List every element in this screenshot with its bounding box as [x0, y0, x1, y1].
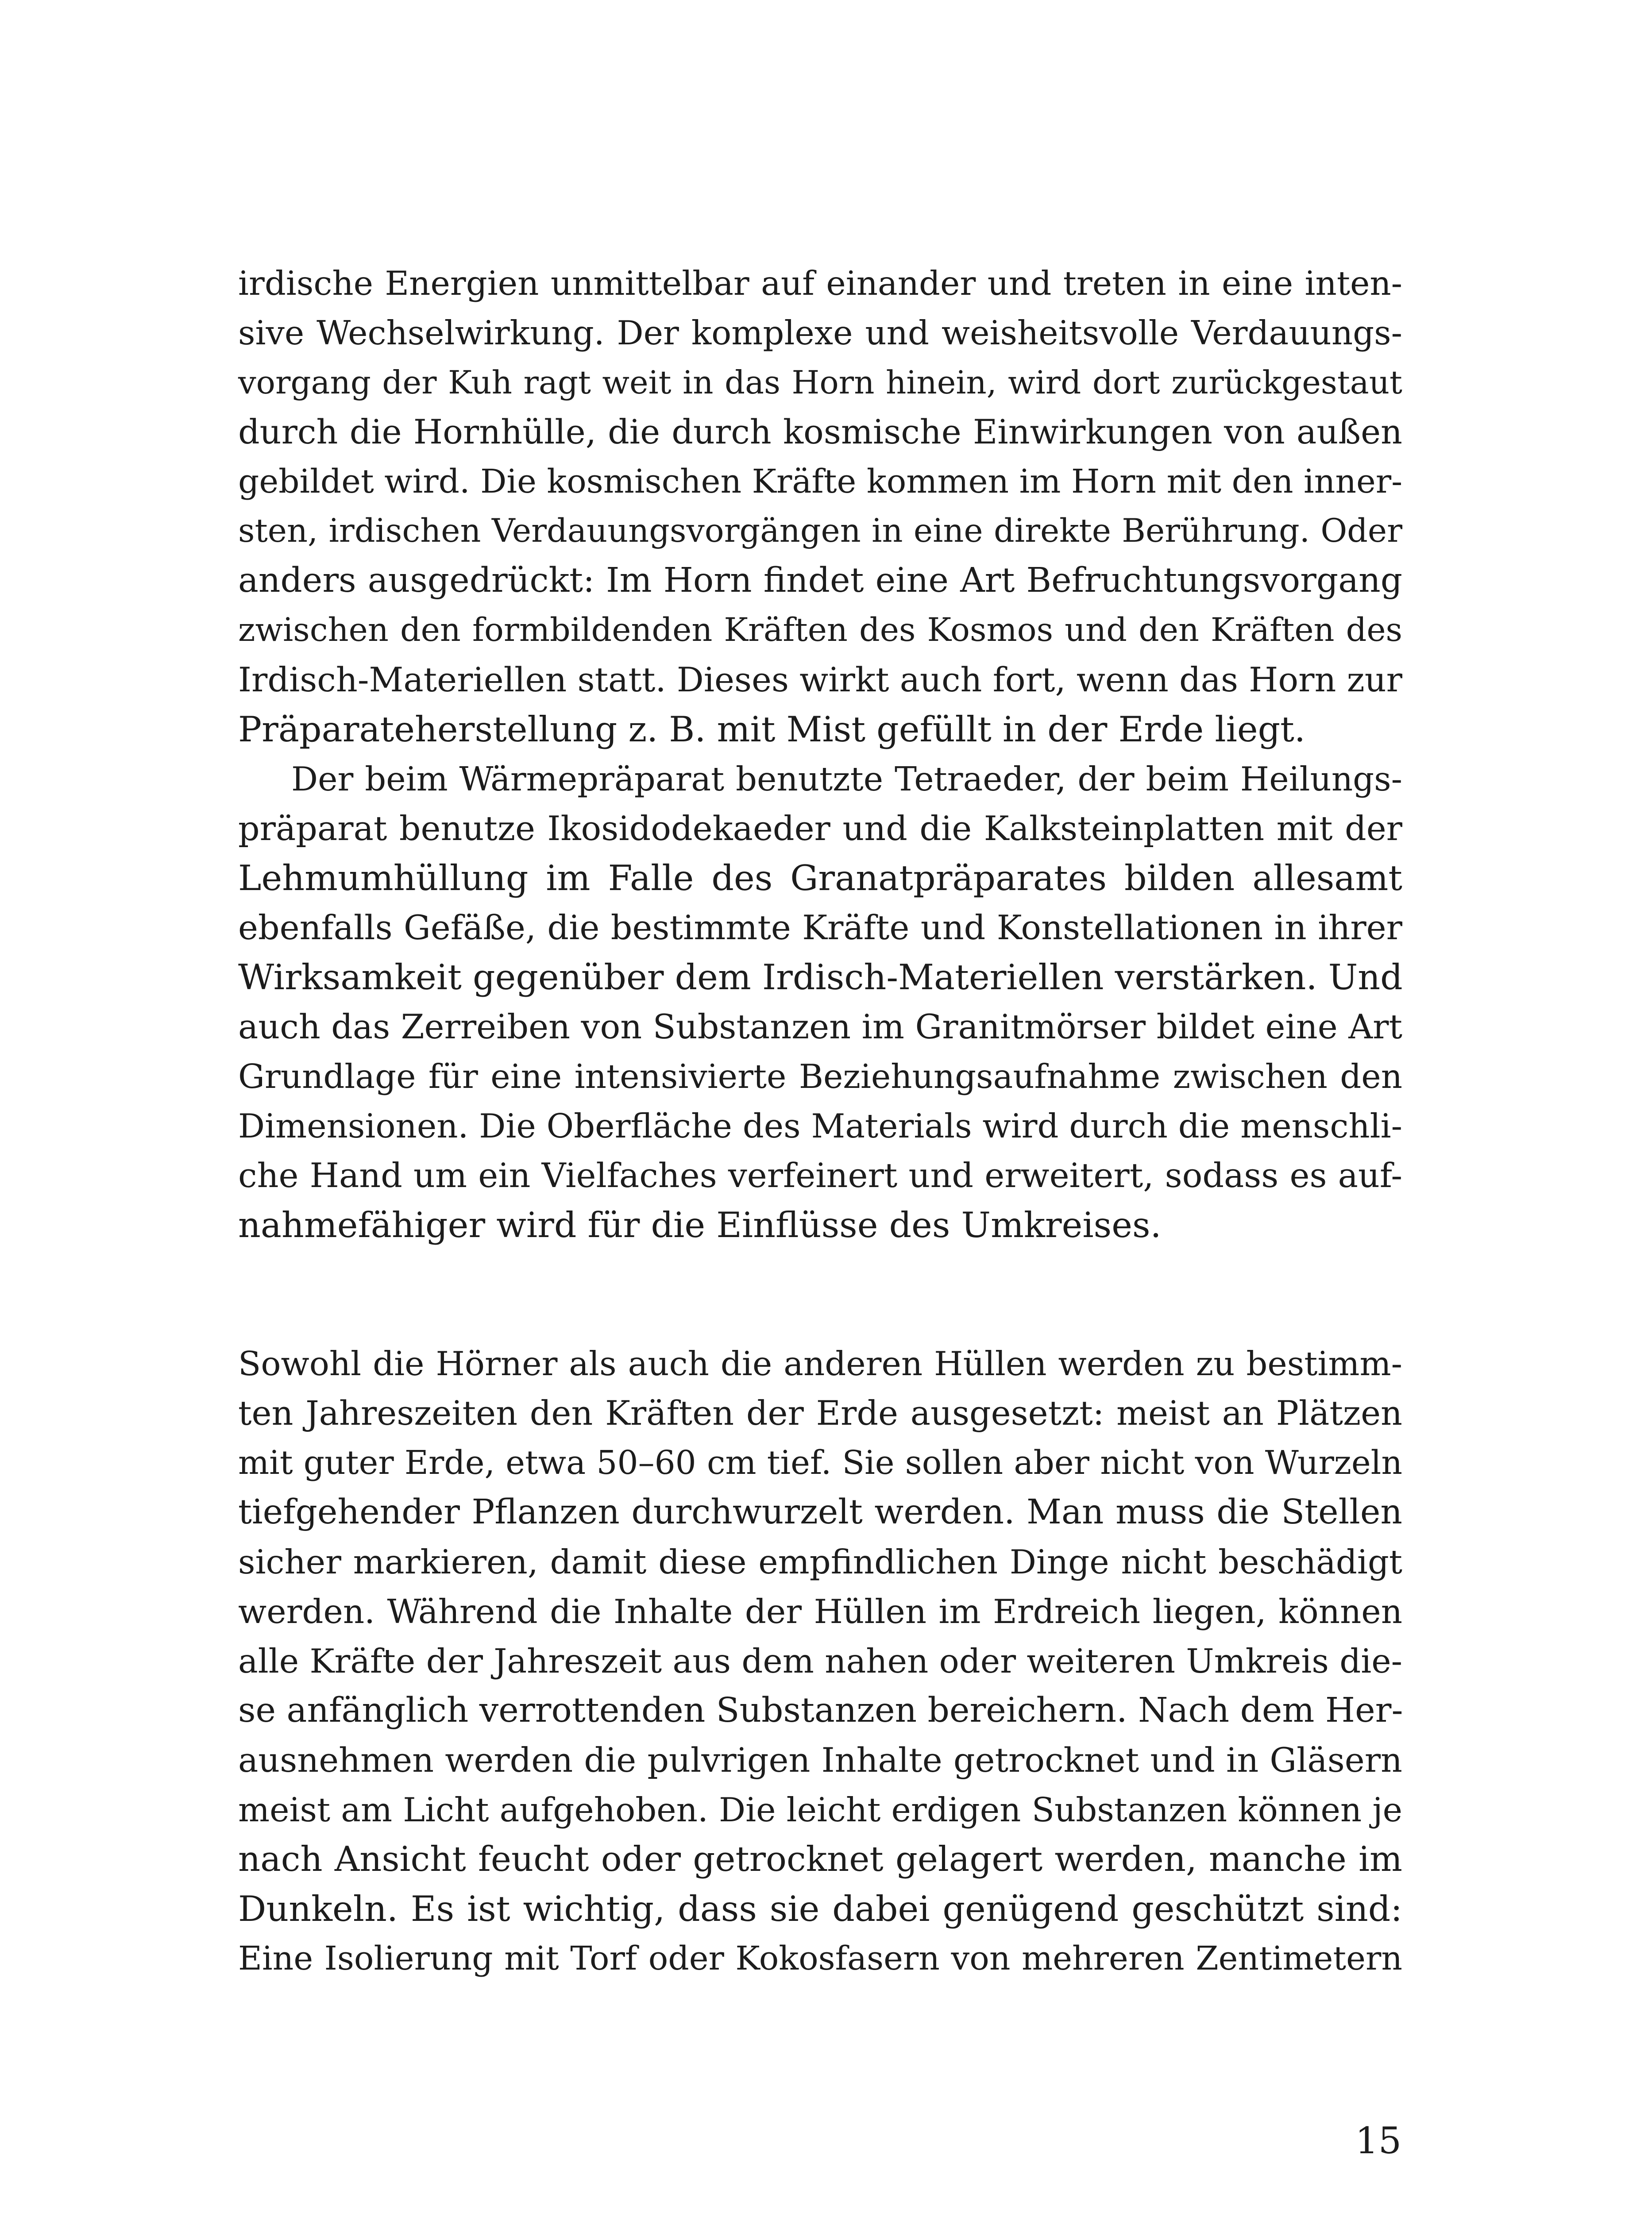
text-line: Der beim Wärmepräparat benutzte Tetraeder, der beim Heilungs- — [291, 760, 1402, 798]
text-line: Präparateherstellung z. B. mit Mist gefüllt in der Erde liegt. — [238, 709, 1306, 750]
page-number: 15 — [1355, 2120, 1401, 2162]
text-line: Eine Isolierung mit Torf oder Kokosfasern von mehreren Zentimetern — [238, 1939, 1402, 1978]
text-line: sten, irdischen Verdauungsvorgängen in eine direkte Berührung. Oder — [238, 512, 1402, 550]
text-line: Dunkeln. Es ist wichtig, dass sie dabei genügend geschützt sind: — [238, 1889, 1402, 1929]
text-line: che Hand um ein Vielfaches verfeinert und erweitert, sodass es auf- — [238, 1156, 1402, 1195]
text-line: meist am Licht aufgehoben. Die leicht erdigen Substanzen können je — [238, 1790, 1402, 1829]
text-line: ten Jahreszeiten den Kräften der Erde ausgesetzt: meist an Plätzen — [238, 1393, 1402, 1433]
text-line: präparat benutze Ikosidodekaeder und die Kalksteinplatten mit der — [238, 809, 1402, 848]
text-line: zwischen den formbildenden Kräften des Kosmos und den Kräften des — [238, 611, 1402, 649]
text-line: nach Ansicht feucht oder getrocknet gelagert werden, manche im — [238, 1839, 1402, 1879]
text-line: auch das Zerreiben von Substanzen im Granitmörser bildet eine Art — [238, 1007, 1402, 1046]
text-line: alle Kräfte der Jahreszeit aus dem nahen oder weiteren Umkreis die- — [238, 1642, 1402, 1681]
text-line: Sowohl die Hörner als auch die anderen Hüllen werden zu bestimm- — [238, 1344, 1402, 1383]
text-line: mit guter Erde, etwa 50–60 cm tief. Sie sollen aber nicht von Wurzeln — [238, 1444, 1402, 1482]
text-line: ausnehmen werden die pulvrigen Inhalte getrocknet und in Gläsern — [238, 1740, 1402, 1780]
text-line: sive Wechselwirkung. Der komplexe und weisheitsvolle Verdauungs- — [238, 313, 1402, 352]
text-line: gebildet wird. Die kosmischen Kräfte kommen im Horn mit den inner- — [238, 463, 1403, 501]
text-line: vorgang der Kuh ragt weit in das Horn hinein, wird dort zurückgestaut — [238, 364, 1402, 401]
text-line: Dimensionen. Die Oberfläche des Materials wird durch die menschli- — [238, 1106, 1402, 1145]
text-line: Wirksamkeit gegenüber dem Irdisch-Materiellen verstärken. Und — [238, 957, 1403, 998]
text-line: sicher markieren, damit diese empfindlichen Dinge nicht beschädigt — [238, 1542, 1402, 1581]
paragraph-1 — [238, 258, 1402, 754]
text-line: ebenfalls Gefäße, die bestimmte Kräfte und Konstellationen in ihrer — [238, 908, 1402, 947]
text-line: Grundlage für eine intensivierte Beziehungsaufnahme zwischen den — [238, 1057, 1402, 1096]
text-line: werden. Während die Inhalte der Hüllen im Erdreich liegen, können — [238, 1592, 1402, 1631]
paragraph-2 — [238, 754, 1402, 1250]
text-line: anders ausgedrückt: Im Horn findet eine Art Befruchtungsvorgang — [238, 561, 1402, 600]
text-line: irdische Energien unmittelbar auf einander und treten in eine inten- — [238, 264, 1402, 303]
text-line: durch die Hornhülle, die durch kosmische Einwirkungen von außen — [238, 412, 1402, 451]
text-line: tiefgehender Pflanzen durchwurzelt werden. Man muss die Stellen — [238, 1492, 1402, 1532]
text-line: Lehmumhüllung im Falle des Granatpräparates bilden allesamt — [238, 858, 1402, 898]
text-section-1 — [238, 258, 1402, 1250]
text-line: Irdisch-Materiellen statt. Dieses wirkt auch fort, wenn das Horn zur — [238, 660, 1402, 699]
text-section-2 — [238, 1339, 1402, 1983]
paragraph-3 — [238, 1339, 1402, 1983]
text-line: se anfänglich verrottenden Substanzen bereichern. Nach dem Her- — [238, 1691, 1403, 1730]
text-line: nahmefähiger wird für die Einflüsse des Umkreises. — [238, 1205, 1162, 1245]
